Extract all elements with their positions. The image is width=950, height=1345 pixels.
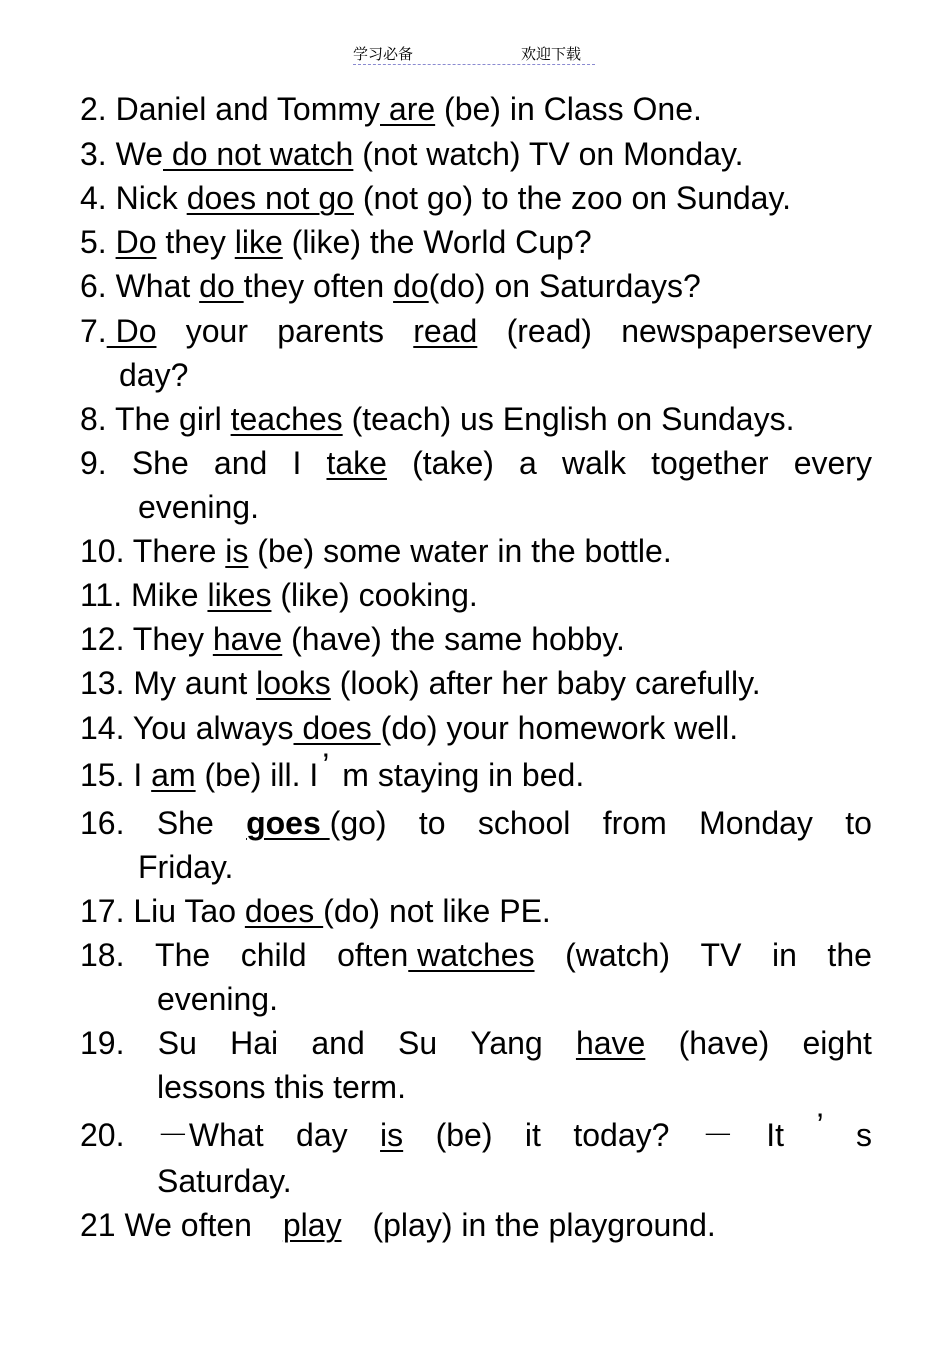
word <box>246 805 386 841</box>
answer: read <box>413 313 478 349</box>
apostrophe: ’ <box>816 1107 824 1143</box>
word: Su <box>397 1025 438 1061</box>
answer: Do <box>106 313 157 349</box>
sentence-16-continuation: Friday. <box>138 849 234 885</box>
text: 21 We often <box>80 1207 261 1243</box>
word: and <box>213 445 268 481</box>
answer: is <box>225 533 249 569</box>
answer: play <box>282 1207 342 1243</box>
sentence-14 <box>80 710 738 746</box>
sentence-12 <box>80 621 625 657</box>
word: She <box>156 805 214 841</box>
word: 20. <box>80 1117 125 1153</box>
word: (read) <box>506 313 592 349</box>
word: the <box>827 937 872 973</box>
text: they often <box>243 268 394 304</box>
text: (go) <box>329 805 387 841</box>
sentence-7-continuation: day? <box>119 357 189 393</box>
header-left-text: 学习必备 <box>353 45 414 63</box>
word: 16. <box>80 805 125 841</box>
word: school <box>477 805 571 841</box>
word: eight <box>802 1025 872 1061</box>
sentence-7 <box>80 313 872 349</box>
text: 17. Liu Tao <box>80 893 245 929</box>
sentence-6 <box>80 268 701 304</box>
word: (take) <box>412 445 494 481</box>
answer: does <box>293 710 381 746</box>
text: (be) some water in the bottle. <box>248 533 672 569</box>
answer: does <box>244 893 324 929</box>
sentence-15 <box>80 747 585 793</box>
answer: have <box>575 1025 646 1061</box>
word: 19. <box>80 1025 125 1061</box>
sentence-13 <box>80 665 761 701</box>
word: from <box>602 805 667 841</box>
text: (be) in Class One. <box>435 91 702 127</box>
word: I <box>292 445 302 481</box>
word: and <box>311 1025 365 1061</box>
sentence-19-continuation: lessons this term. <box>157 1069 406 1105</box>
answer: like <box>234 224 283 260</box>
answer: goes <box>246 805 330 841</box>
word: It <box>766 1117 785 1153</box>
text: (play) in the playground. <box>363 1207 716 1243</box>
sentence-5 <box>80 224 592 260</box>
word: child <box>240 937 307 973</box>
sentence-20 <box>80 1107 872 1153</box>
word: day <box>296 1117 348 1153</box>
answer: is <box>380 1117 404 1153</box>
word: (have) <box>678 1025 770 1061</box>
text: (do) not like PE. <box>323 893 551 929</box>
word: today? <box>573 1117 670 1153</box>
answer: am <box>151 757 196 793</box>
text: (teach) us English on Sundays. <box>342 401 795 437</box>
apostrophe: ’ <box>322 747 330 783</box>
text: they <box>156 224 235 260</box>
word: Su <box>157 1025 197 1061</box>
sentence-9 <box>80 445 872 481</box>
word: － <box>701 1117 734 1153</box>
word: to <box>418 805 446 841</box>
text: (have) the same hobby. <box>282 621 625 657</box>
answer: are <box>380 91 436 127</box>
answer: do <box>199 268 244 304</box>
answer: do <box>393 268 429 304</box>
word: newspapersevery <box>621 313 872 349</box>
word: every <box>793 445 872 481</box>
sentence-8 <box>80 401 794 437</box>
word: Monday <box>699 805 813 841</box>
answer: teaches <box>230 401 343 437</box>
word <box>337 937 534 973</box>
word <box>80 313 156 349</box>
word: a <box>519 445 537 481</box>
text: 12. They <box>80 621 213 657</box>
text: (not watch) TV on Monday. <box>353 136 744 172</box>
word: 18. <box>80 937 125 973</box>
answer: do not watch <box>163 136 354 172</box>
sentence-9-continuation: evening. <box>138 489 259 525</box>
answer: watches <box>408 937 535 973</box>
sentence-19 <box>80 1025 872 1061</box>
sentence-18-continuation: evening. <box>157 981 278 1017</box>
sentence-3 <box>80 136 743 172</box>
word: (be) <box>435 1117 493 1153</box>
text: 14. You always <box>80 710 294 746</box>
text: 11. Mike <box>80 577 208 613</box>
text: 15. I <box>80 757 152 793</box>
word: TV <box>700 937 742 973</box>
answer: does not go <box>186 180 354 216</box>
sentence-20-continuation: Saturday. <box>157 1163 292 1199</box>
sentence-21 <box>80 1207 716 1243</box>
text: m staying in bed. <box>333 757 585 793</box>
sentence-17 <box>80 893 551 929</box>
text: 3. We <box>80 136 163 172</box>
text: (be) ill. I <box>195 757 319 793</box>
header-right-text: 欢迎下载 <box>521 45 582 63</box>
word: She <box>131 445 189 481</box>
word: The <box>155 937 211 973</box>
sentence-18 <box>80 937 872 973</box>
sentence-2 <box>80 91 702 127</box>
sentence-16 <box>80 805 872 841</box>
text: (like) cooking. <box>271 577 478 613</box>
text: 6. What <box>80 268 200 304</box>
text: (look) after her baby carefully. <box>330 665 761 701</box>
text: 5. <box>80 224 116 260</box>
word: parents <box>277 313 384 349</box>
answer: have <box>212 621 283 657</box>
text: 8. The girl <box>80 401 231 437</box>
text: 10. There <box>80 533 226 569</box>
text: 13. My aunt <box>80 665 257 701</box>
text: 7. <box>80 313 107 349</box>
page-header <box>353 40 595 65</box>
word: to <box>845 805 872 841</box>
answer: likes <box>207 577 272 613</box>
word: (watch) <box>565 937 670 973</box>
word: s <box>856 1117 872 1153</box>
answer: looks <box>256 665 331 701</box>
answer: take <box>326 445 387 481</box>
text: 4. Nick <box>80 180 187 216</box>
word: Yang <box>470 1025 543 1061</box>
sentence-10 <box>80 533 672 569</box>
word: your <box>185 313 248 349</box>
sentence-4 <box>80 180 791 216</box>
text: often <box>337 937 409 973</box>
word: it <box>524 1117 541 1153</box>
text: 2. Daniel and Tommy <box>80 91 380 127</box>
word: 9. <box>80 445 107 481</box>
text: (like) the World Cup? <box>282 224 592 260</box>
text: (not go) to the zoo on Sunday. <box>353 180 791 216</box>
text: (do) on Saturdays? <box>428 268 701 304</box>
sentence-11 <box>80 577 478 613</box>
word: together <box>651 445 769 481</box>
answer: Do <box>115 224 157 260</box>
word: －What <box>156 1117 264 1153</box>
word: Hai <box>230 1025 279 1061</box>
word: in <box>771 937 797 973</box>
text: (do) your homework well. <box>380 710 739 746</box>
word: walk <box>561 445 626 481</box>
